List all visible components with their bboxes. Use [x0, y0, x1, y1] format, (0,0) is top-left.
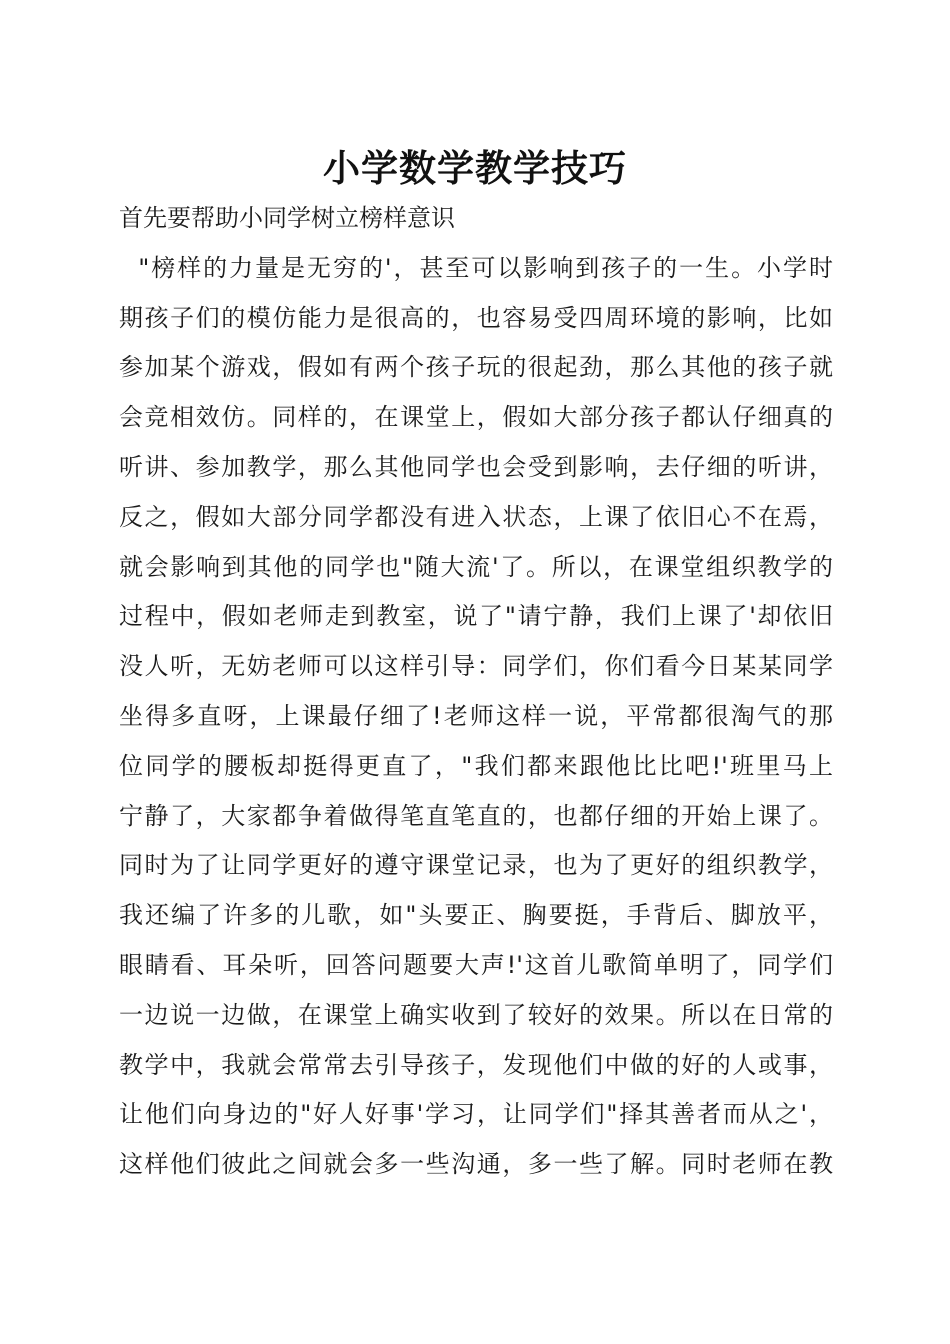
body-line: "榜样的力量是无穷的'，甚至可以影响到孩子的一生。小学时	[119, 253, 833, 282]
body-line: 坐得多直呀，上课最仔细了!老师这样一说，平常都很淘气的那	[119, 701, 833, 730]
body-line: 让他们向身边的"好人好事'学习，让同学们"择其善者而从之'，	[119, 1100, 833, 1129]
body-line: 这样他们彼此之间就会多一些沟通，多一些了解。同时老师在教	[119, 1150, 833, 1179]
body-line: 期孩子们的模仿能力是很高的，也容易受四周环境的影响，比如	[119, 303, 833, 332]
document-title: 小学数学教学技巧	[323, 146, 627, 190]
body-line: 就会影响到其他的同学也"随大流'了。所以，在课堂组织教学的	[119, 552, 833, 581]
body-line: 没人听，无妨老师可以这样引导：同学们，你们看今日某某同学	[119, 652, 833, 681]
body-line: 我还编了许多的儿歌，如"头要正、胸要挺，手背后、脚放平，	[119, 901, 833, 930]
body-line: 眼睛看、耳朵听，回答问题要大声!'这首儿歌简单明了，同学们	[119, 950, 833, 979]
body-line: 听讲、参加教学，那么其他同学也会受到影响，去仔细的听讲，	[119, 452, 833, 481]
body-line: 同时为了让同学更好的遵守课堂记录，也为了更好的组织教学，	[119, 851, 833, 880]
body-line: 一边说一边做，在课堂上确实收到了较好的效果。所以在日常的	[119, 1000, 833, 1029]
section-heading: 首先要帮助小同学树立榜样意识	[119, 204, 455, 232]
document-body	[119, 194, 833, 1190]
body-line: 位同学的腰板却挺得更直了，"我们都来跟他比比吧!'班里马上	[119, 751, 833, 780]
body-line: 会竞相效仿。同样的，在课堂上，假如大部分孩子都认仔细真的	[119, 403, 833, 432]
body-line: 教学中，我就会常常去引导孩子，发现他们中做的好的人或事，	[119, 1050, 833, 1079]
body-line: 宁静了，大家都争着做得笔直笔直的，也都仔细的开始上课了。	[119, 801, 833, 830]
body-line: 反之，假如大部分同学都没有进入状态，上课了依旧心不在焉，	[119, 502, 833, 531]
body-line: 参加某个游戏，假如有两个孩子玩的很起劲，那么其他的孩子就	[119, 353, 833, 382]
body-line: 过程中，假如老师走到教室，说了"请宁静，我们上课了'却依旧	[119, 602, 833, 631]
